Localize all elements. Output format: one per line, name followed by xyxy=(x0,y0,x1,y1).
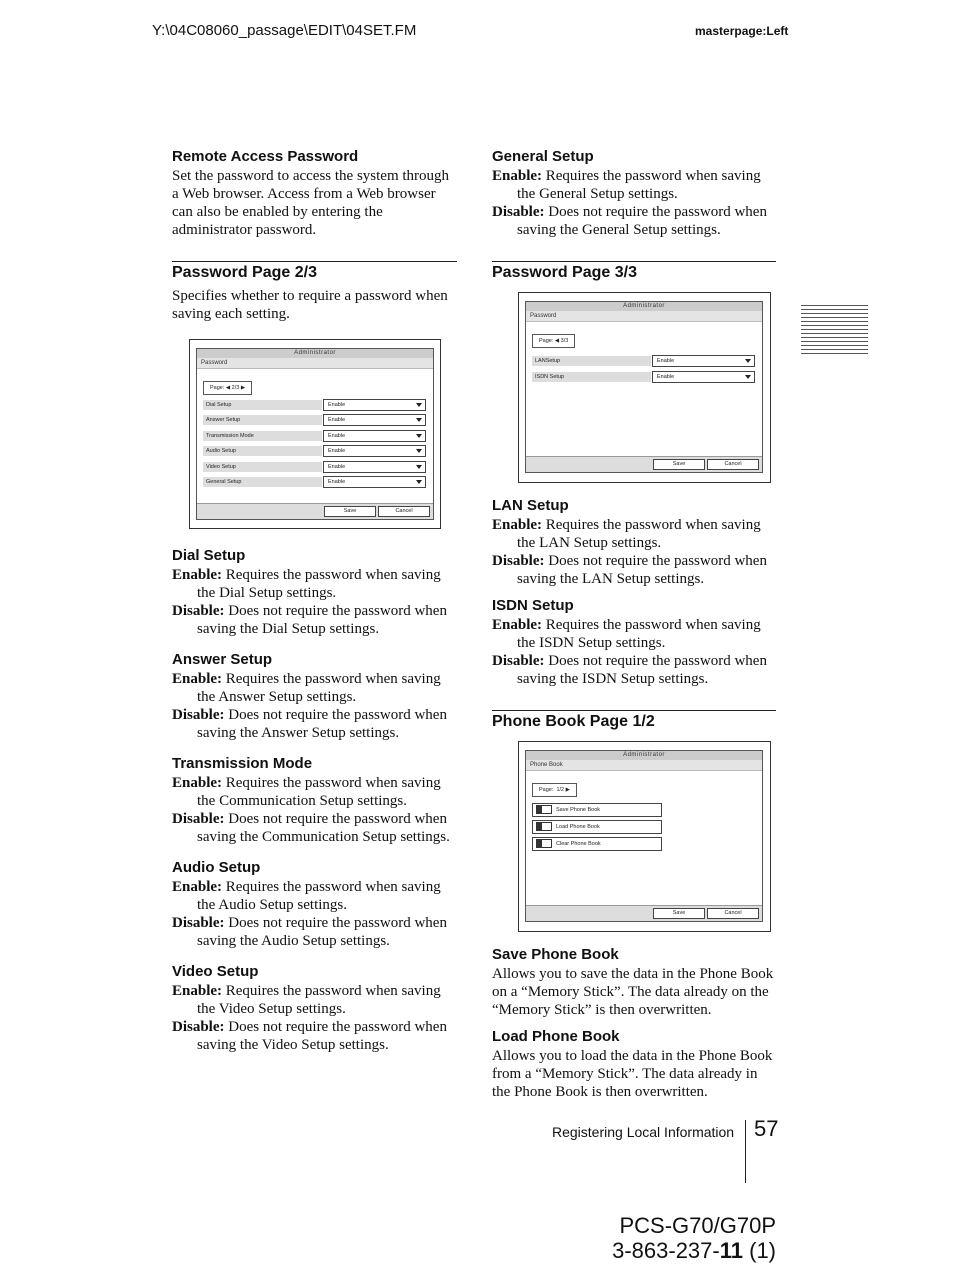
page-number: 2/3 xyxy=(231,385,240,391)
term: Disable: xyxy=(492,204,545,220)
save-button[interactable]: Save xyxy=(653,459,705,470)
window-title: Administrator xyxy=(526,751,762,760)
chevron-down-icon xyxy=(416,449,422,453)
definition: Requires the password when saving the Communication Setup settings. xyxy=(197,775,441,809)
term: Enable: xyxy=(492,168,543,184)
window-title: Administrator xyxy=(526,302,762,311)
definition: Requires the password when saving the General Setup settings. xyxy=(517,168,761,202)
left-column-pw2 xyxy=(172,264,458,323)
button-label: Load Phone Book xyxy=(556,824,600,830)
right-column-pw3 xyxy=(492,264,637,282)
definition: Does not require the password when saving the Video Setup settings. xyxy=(197,1019,447,1053)
select-value: Enable xyxy=(328,479,346,485)
right-column-pb xyxy=(492,713,655,731)
load-phone-book-button[interactable] xyxy=(532,820,662,834)
definition: Does not require the password when saving the Dial Setup settings. xyxy=(197,603,447,637)
footer-divider xyxy=(745,1120,746,1183)
term: Disable: xyxy=(172,707,225,723)
screenshot-phone-book-1-2 xyxy=(518,741,771,932)
paragraph: Set the password to access the system through a Web browser. Access from a Web browser can also be enabled by entering the administrator password. xyxy=(172,168,450,238)
setting-label: ISDN Setup xyxy=(532,372,651,382)
term: Enable: xyxy=(172,567,223,583)
divider xyxy=(492,710,776,711)
term: Disable: xyxy=(492,653,545,669)
page-number: 57 xyxy=(754,1116,779,1141)
definition: Requires the password when saving the Audio Setup settings. xyxy=(197,879,441,913)
save-phone-book-button[interactable] xyxy=(532,803,662,817)
file-path: Y:\04C08060_passage\EDIT\04SET.FM xyxy=(152,22,417,39)
definition: Requires the password when saving the LAN Setup settings. xyxy=(517,517,761,551)
chevron-down-icon xyxy=(416,434,422,438)
setting-select[interactable] xyxy=(323,399,426,411)
prev-arrow-icon[interactable]: ◀ xyxy=(554,338,560,344)
prev-arrow-icon[interactable]: ◀ xyxy=(225,385,231,391)
doc-code-suffix: (1) xyxy=(743,1238,776,1263)
term: Enable: xyxy=(172,775,223,791)
page-label: Page: xyxy=(539,787,554,793)
select-value: Enable xyxy=(328,417,346,424)
chevron-down-icon xyxy=(745,359,751,363)
definition: Requires the password when saving the Video Setup settings. xyxy=(197,983,441,1017)
side-tab-marker xyxy=(801,305,868,357)
page-number: 1/2 xyxy=(556,787,565,793)
chevron-down-icon xyxy=(416,403,422,407)
setting-label: Transmission Mode xyxy=(203,431,322,441)
select-value: Enable xyxy=(328,402,346,408)
section-heading: LAN Setup xyxy=(492,497,569,514)
section-heading: Password Page 2/3 xyxy=(172,264,317,281)
definition: Does not require the password when saving the General Setup settings. xyxy=(517,204,767,238)
window-title: Administrator xyxy=(197,349,433,358)
page-selector[interactable] xyxy=(203,381,252,395)
doc-code-prefix: 3-863-237- xyxy=(612,1238,720,1263)
divider xyxy=(172,261,457,262)
setting-select[interactable] xyxy=(323,445,426,457)
setting-label: General Setup xyxy=(203,477,322,487)
memory-stick-load-icon xyxy=(536,822,552,831)
window-footer xyxy=(197,503,433,519)
admin-window xyxy=(525,750,763,922)
screenshot-password-3-3 xyxy=(518,292,771,483)
model-name: PCS-G70/G70P xyxy=(619,1213,776,1238)
setting-label: Video Setup xyxy=(203,462,322,472)
clear-icon xyxy=(536,839,552,848)
window-subtitle: Password xyxy=(526,311,762,322)
section-heading: Load Phone Book xyxy=(492,1028,620,1045)
section-heading: Remote Access Password xyxy=(172,148,359,165)
window-subtitle: Phone Book xyxy=(526,760,762,771)
setting-select[interactable] xyxy=(652,355,755,367)
definition: Requires the password when saving the ISDN Setup settings. xyxy=(517,617,761,651)
section-heading: Answer Setup xyxy=(172,651,273,668)
page-selector[interactable] xyxy=(532,334,575,348)
term: Enable: xyxy=(172,671,223,687)
setting-select[interactable] xyxy=(323,414,426,426)
chevron-down-icon xyxy=(416,465,422,469)
divider xyxy=(492,261,776,262)
setting-label: Answer Setup xyxy=(203,415,322,425)
left-column xyxy=(172,148,458,239)
paragraph: Allows you to save the data in the Phone Book on a “Memory Stick”. The data already on the “Memory Stick” is then overwritten. xyxy=(492,966,774,1018)
chevron-down-icon xyxy=(416,480,422,484)
section-heading: Dial Setup xyxy=(172,547,246,564)
setting-select[interactable] xyxy=(652,371,755,383)
setting-label: LANSetup xyxy=(532,356,651,366)
term: Enable: xyxy=(172,983,223,999)
select-value: Enable xyxy=(328,463,346,470)
definition: Requires the password when saving the Dial Setup settings. xyxy=(197,567,441,601)
left-column-defs xyxy=(172,547,462,1054)
save-button[interactable]: Save xyxy=(324,506,376,517)
term: Enable: xyxy=(492,617,543,633)
next-arrow-icon[interactable]: ▶ xyxy=(240,385,246,391)
page-number: 3/3 xyxy=(560,338,569,344)
page-label: Page: xyxy=(539,338,554,344)
section-heading: Phone Book Page 1/2 xyxy=(492,713,655,730)
term: Enable: xyxy=(172,879,223,895)
cancel-button[interactable]: Cancel xyxy=(707,908,759,919)
definition: Requires the password when saving the Answer Setup settings. xyxy=(197,671,441,705)
term: Disable: xyxy=(172,915,225,931)
page-selector[interactable] xyxy=(532,783,577,797)
section-heading: Transmission Mode xyxy=(172,755,313,772)
section-heading: Audio Setup xyxy=(172,859,261,876)
cancel-button[interactable]: Cancel xyxy=(378,506,430,517)
definition: Does not require the password when saving the Answer Setup settings. xyxy=(197,707,447,741)
right-column-defs xyxy=(492,497,782,688)
definition: Does not require the password when saving the LAN Setup settings. xyxy=(517,553,767,587)
term: Disable: xyxy=(172,603,225,619)
setting-select[interactable] xyxy=(323,461,426,473)
select-value: Enable xyxy=(657,358,675,364)
window-footer xyxy=(526,905,762,921)
admin-window xyxy=(525,301,763,473)
setting-select[interactable] xyxy=(323,430,426,442)
button-label: Save Phone Book xyxy=(556,807,601,813)
section-heading: ISDN Setup xyxy=(492,597,574,614)
clear-phone-book-button[interactable] xyxy=(532,837,662,851)
page-label: Page: xyxy=(210,385,225,391)
screenshot-password-2-3 xyxy=(189,339,441,529)
window-footer xyxy=(526,456,762,472)
paragraph: Allows you to load the data in the Phone Book from a “Memory Stick”. The data already in the Phone Book is then overwritten. xyxy=(492,1048,773,1100)
term: Disable: xyxy=(172,811,225,827)
select-value: Enable xyxy=(657,374,675,380)
definition: Does not require the password when saving the Communication Setup settings. xyxy=(197,811,450,845)
section-heading: Password Page 3/3 xyxy=(492,264,637,281)
select-value: Enable xyxy=(328,448,346,455)
section-heading: Save Phone Book xyxy=(492,946,619,963)
setting-select[interactable] xyxy=(323,476,426,488)
term: Disable: xyxy=(492,553,545,569)
right-column-pb-defs xyxy=(492,946,778,1101)
chevron-down-icon xyxy=(745,375,751,379)
next-arrow-icon[interactable]: ▶ xyxy=(565,787,570,793)
setting-label: Audio Setup xyxy=(203,446,322,456)
paragraph: Specifies whether to require a password when saving each setting. xyxy=(172,288,448,322)
save-button[interactable]: Save xyxy=(653,908,705,919)
section-footer: Registering Local Information xyxy=(552,1124,735,1140)
setting-label: Dial Setup xyxy=(203,400,322,410)
button-label: Clear Phone Book xyxy=(556,841,601,847)
chevron-down-icon xyxy=(416,418,422,422)
section-heading: Video Setup xyxy=(172,963,259,980)
window-subtitle: Password xyxy=(197,358,433,369)
memory-stick-save-icon xyxy=(536,805,552,814)
select-value: Enable xyxy=(328,432,346,439)
cancel-button[interactable]: Cancel xyxy=(707,459,759,470)
definition: Does not require the password when saving the Audio Setup settings. xyxy=(197,915,447,949)
term: Disable: xyxy=(172,1019,225,1035)
definition: Does not require the password when saving the ISDN Setup settings. xyxy=(517,653,767,687)
admin-window xyxy=(196,348,434,520)
right-column-general xyxy=(492,148,782,239)
section-heading: General Setup xyxy=(492,148,594,165)
term: Enable: xyxy=(492,517,543,533)
doc-code xyxy=(612,1238,776,1264)
doc-code-rev: 11 xyxy=(719,1238,743,1263)
masterpage-label: masterpage:Left xyxy=(695,24,789,38)
